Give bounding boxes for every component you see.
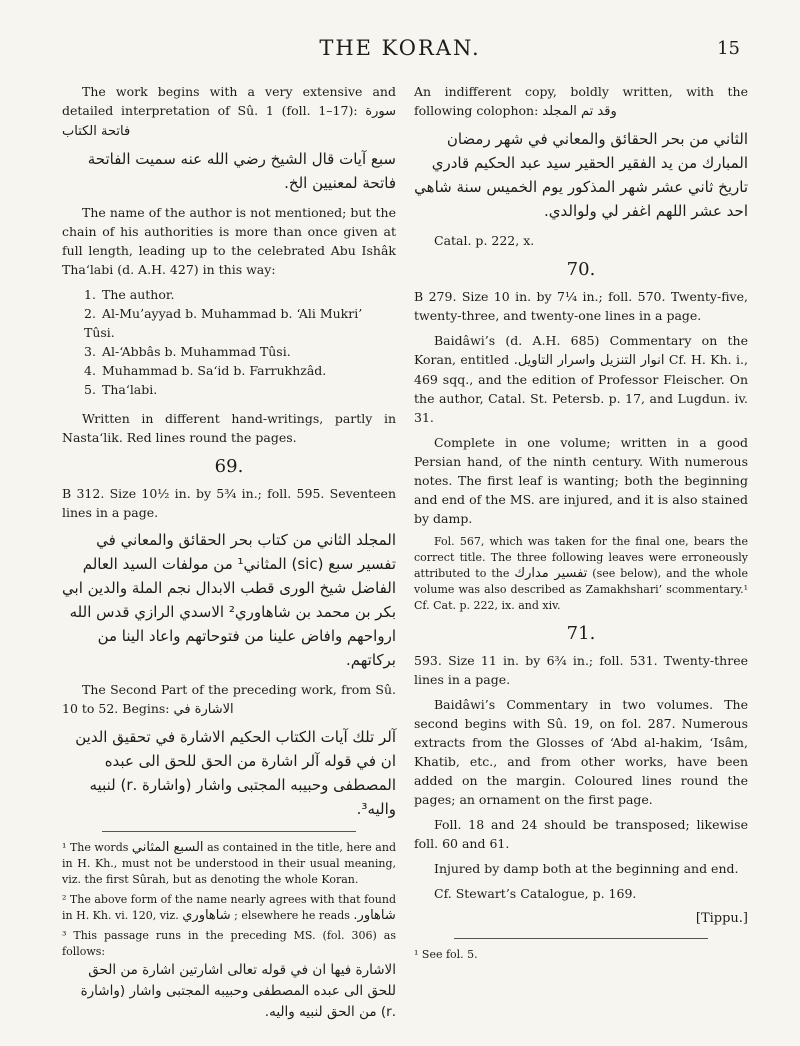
- arabic-quote: سبع آيات قال الشيخ رضي الله عنه سميت الفاتحة فاتحة لمعنيين الخ.: [87, 150, 396, 192]
- chain-item: 4. Muhammad b. Sa‘id b. Farrukhzâd.: [84, 363, 327, 378]
- footnote-2: ² The above form of the name nearly agrees with that found in H. Kh. vi. 120, viz. شاهاوري ; elsewhere he reads شاهاور.: [62, 893, 396, 923]
- entry-71-paragraph: Baidâwi’s Commentary in two volumes. The second begins with Sû. 19, on fol. 287. Numerous extracts from the Glosses of ‘Abd al-hakim, ‘Isâm, Khatib, etc., and from other works, have been added on the margin. Coloured lines round the pages; an ornament on the first page.: [414, 697, 748, 807]
- chain-item: 3. Al-‘Abbâs b. Muhammad Tûsi.: [84, 344, 291, 359]
- entry-71-description: 593. Size 11 in. by 6¾ in.; foll. 531. Twenty-three lines in a page.: [414, 653, 748, 687]
- entry-number-71: 71.: [566, 623, 596, 644]
- running-title: THE KORAN.: [319, 36, 481, 60]
- right-column: [414, 82, 748, 967]
- colophon-paragraph: An indifferent copy, boldly written, with the following colophon: وقد تم المجلد: [414, 84, 748, 119]
- script-paragraph: Written in different hand-writings, partly in Nasta‘lik. Red lines round the pages.: [62, 411, 396, 445]
- entry-number-69: 69.: [214, 456, 244, 477]
- entry-69-paragraph: The Second Part of the preceding work, from Sû. 10 to 52. Begins: الاشارة في: [62, 682, 396, 717]
- left-column: [62, 82, 396, 1027]
- footnote-3: ³ This passage runs in the preceding MS. (fol. 306) as follows: الاشارة فيها ان في قوله تعالى اشارتين اشارة من الحق للحق الى عبده المصطفى وحبيبه المجتبى واشار (واشارة .r) من الحق لنبيه واليه.: [62, 928, 396, 1023]
- catalogue-ref: Catal. p. 222, x.: [434, 233, 535, 248]
- entry-69-arabic-begin: آلر تلك آيات الكتاب الحكيم الاشارة في تحقيق الدين ان في قوله آلر اشارة من الحق للحق الى عبده المصطفى وحبيبه المجتبى واشار (واشارة .r) لنبيه واليه³.: [75, 728, 396, 818]
- entry-70-paragraph: Baidâwi’s (d. A.H. 685) Commentary on the Koran, entitled انوار التنزيل واسرار التاويل. Cf. H. Kh. i., 469 sqq., and the edition of Professor Fleischer. On the author, Catal. St. Petersb. p. 17, and Lugdun. iv. 31.: [414, 333, 748, 425]
- entry-69-description: B 312. Size 10½ in. by 5¾ in.; foll. 595. Seventeen lines in a page.: [62, 486, 396, 520]
- arabic-inline: سورة فاتحة الكتاب: [62, 104, 396, 139]
- intro-paragraph: The work begins with a very extensive and detailed interpretation of Sû. 1 (foll. 1–17): سورة فاتحة الكتاب: [62, 84, 396, 139]
- entry-71-damage: Injured by damp both at the beginning and end.: [434, 861, 739, 876]
- chain-item: 5. Tha‘labi.: [84, 382, 158, 397]
- chain-item: 2. Al-Mu’ayyad b. Muhammad b. ‘Ali Mukri’ Tûsi.: [84, 306, 363, 340]
- footnote-3-arabic: الاشارة فيها ان في قوله تعالى اشارتين اشارة من الحق للحق الى عبده المصطفى وحبيبه المجتبى واشار (واشارة .r) من الحق لنبيه واليه.: [80, 962, 396, 1020]
- footnote-1-right: ¹ See fol. 5.: [414, 948, 478, 961]
- colophon-arabic: الثاني من بحر الحقائق والمعاني في شهر رمضان المبارك من يد الفقير الحقير سيد عبد الحكيم قادري تاريخ ثاني عشر شهر المذكور يوم الخميس سنة شاهي احد عشر اللهم اغفر لي ولوالدي.: [414, 130, 748, 220]
- entry-70-condition: Complete in one volume; written in a good Persian hand, of the ninth century. With numerous notes. The first leaf is wanting; both the beginning and end of the MS. are injured, and it is also stained by damp.: [414, 435, 748, 526]
- entry-71-transpose: Foll. 18 and 24 should be transposed; likewise foll. 60 and 61.: [414, 817, 748, 851]
- author-paragraph: The name of the author is not mentioned; but the chain of his authorities is more than once given at full length, leading up to the celebrated Abu Ishâk Tha‘labi (d. A.H. 427) in this way:: [62, 205, 396, 277]
- entry-69-arabic-title: المجلد الثاني من كتاب بحر الحقائق والمعاني في تفسير سبع (sic) المثاني¹ من مولفات السيد العالم الفاضل شيخ الورى قطب الابدال نجم الملة والدين ابي بكر بن محمد بن شاهاوري² الاسدي الرازي قدس الله ارواحهم وافاض علينا من فتوحاتهم واعاد الينا من بركاتهم.: [62, 531, 396, 669]
- footnote-1: ¹ The words السبع المثاني as contained in the title, here and in H. Kh., must not be understood in their usual meaning, viz. the first Sûrah, but as denoting the whole Koran.: [62, 840, 396, 886]
- provenance-tag: [Tippu.]: [695, 911, 748, 926]
- entry-number-70: 70.: [566, 259, 596, 280]
- chain-item: 1. The author.: [84, 287, 175, 302]
- page-header: [60, 36, 740, 66]
- authority-chain: [62, 285, 396, 399]
- page-number: 15: [717, 38, 740, 59]
- entry-70-description: B 279. Size 10 in. by 7¼ in.; foll. 570. Twenty-five, twenty-three, and twenty-one lines in a page.: [414, 289, 748, 323]
- entry-70-note: Fol. 567, which was taken for the final one, bears the correct title. The three following leaves were erroneously attributed to the تفسير مدارك (see below), and the whole volume was also described as Zamakhshari’ scommentary.¹ Cf. Cat. p. 222, ix. and xiv.: [414, 535, 749, 612]
- footnote-divider: [454, 938, 708, 939]
- entry-71-ref: Cf. Stewart’s Catalogue, p. 169.: [434, 886, 637, 901]
- footnote-divider: [102, 831, 356, 832]
